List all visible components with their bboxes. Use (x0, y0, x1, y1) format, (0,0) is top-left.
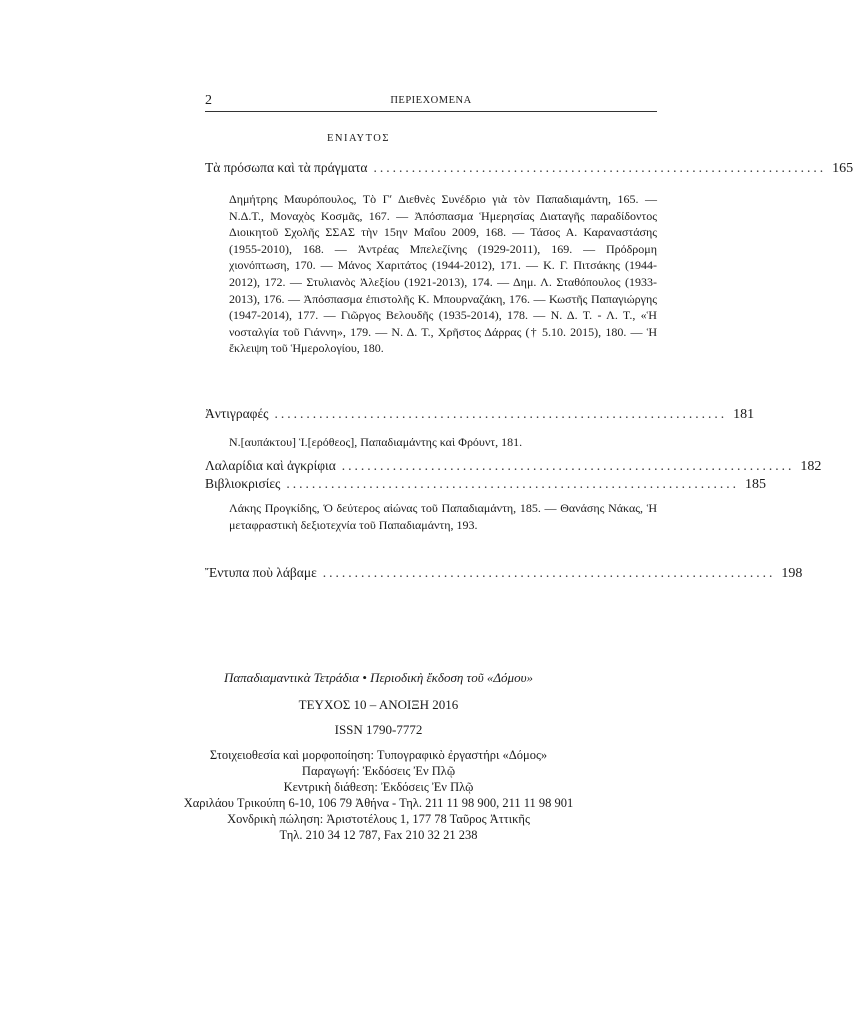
toc-entry (205, 476, 766, 492)
colophon-line: Παραγωγή: Ἐκδόσεις Ἐν Πλῷ (301, 764, 456, 778)
running-header (205, 93, 657, 112)
colophon-line: Κεντρικὴ διάθεση: Ἐκδόσεις Ἐν Πλῷ (283, 780, 474, 794)
leader-dots: ....................................................................... (286, 476, 739, 491)
toc-entry-title: Ἀντιγραφές (205, 406, 269, 421)
toc-entry-description (229, 434, 657, 451)
toc-entry-description-text: Ν.[αυπάκτου] Ἱ.[ερόθεος], Παπαδιαμάντης καὶ Φρόυντ, 181. (229, 435, 523, 449)
toc-entry-description (229, 500, 657, 533)
toc-entry (205, 406, 755, 422)
issn: ISSN 1790-7772 (334, 722, 423, 737)
page-number: 2 (205, 93, 212, 108)
colophon-line: Χονδρικὴ πώληση: Ἀριστοτέλους 1, 177 78 Ταῦρος Ἀττικῆς (227, 812, 530, 826)
toc-entry-page: 165 (832, 161, 853, 176)
toc-entry (205, 160, 853, 176)
toc-entry-page: 181 (733, 407, 755, 422)
toc-entry (205, 565, 803, 581)
toc-entry (205, 458, 822, 474)
leader-dots: ....................................................................... (341, 458, 795, 473)
toc-entry-description-text: Δημήτρης Μαυρόπουλος, Τὸ Γʹ Διεθνὲς Συνέδριο γιὰ τὸν Παπαδιαμάντη, 165. — Ν.Δ.Τ., Μοναχὸς Κοσμᾶς, 167. — Ἀπόσπασμα Ἡμερησίας Διαταγῆς παραδίδοντος Διοικητοῦ Σχολῆς ΣΣΑΣ τὴν 15ην Μαΐου 2009, 168. — Τάσος Α. Καραναστάσης (1955-2010), 168. — Ἀντρέας Μπελεζίνης (1929-2011), 169. — Πρόδρομη χιονόπτωση, 170. — Μάνος Χαριτάτος (1944-2012), 171. — Κ. Γ. Πιτσάκης (1944-2012), 172. — Στυλιανὸς Ἀλεξίου (1921-2013), 174. — Δημ. Λ. Σταθόπουλος (1933-2013), 176. — Ἀπόσπασμα ἐπιστολῆς Κ. Μπουρναζάκη, 176. — Κωστῆς Παπαγιώργης (1947-2014), 177. — Γιῶργος Βελουδῆς (1935-2014), 178. — Ν. Δ. Τ. - Λ. Τ., «Ἡ νοσταλγία τοῦ Γιάννη», 179. — Ν. Δ. Τ., Χρῆστος Δάρρας († 5.10. 2015), 180. — Ἡ ἔκλειψη τοῦ Ἡμερολογίου, 180. (229, 192, 657, 356)
toc-entry-page: 182 (800, 459, 822, 474)
toc-entry-title: Ἔντυπα ποὺ λάβαμε (205, 565, 317, 580)
leader-dots: ....................................................................... (322, 565, 776, 580)
toc-entry-title: Βιβλιοκρισίες (205, 476, 281, 491)
colophon-line: Τηλ. 210 34 12 787, Fax 210 32 21 238 (279, 828, 478, 842)
journal-title: Παπαδιαμαντικὰ Τετράδια • Περιοδικὴ ἔκδοση τοῦ «Δόμου» (223, 670, 534, 685)
colophon-line: Χαριλάου Τρικούπη 6-10, 106 79 Ἀθήνα - Τηλ. 211 11 98 900, 211 11 98 901 (183, 796, 574, 810)
section-heading: ΕΝΙΑΥΤΟΣ (327, 133, 390, 144)
toc-entry-description-text: Λάκης Προγκίδης, Ὁ δεύτερος αἰώνας τοῦ Παπαδιαμάντη, 185. — Θανάσης Νάκας, Ἡ μεταφραστικὴ δεξιοτεχνία τοῦ Παπαδιαμάντη, 193. (229, 501, 657, 532)
running-title: ΠΕΡΙΕΧΟΜΕΝΑ (390, 95, 472, 106)
issue-number: ΤΕΥΧΟΣ 10 – ΑΝΟΙΞΗ 2016 (298, 697, 459, 712)
leader-dots: ....................................................................... (274, 406, 728, 421)
leader-dots: ....................................................................... (373, 160, 827, 175)
toc-entry-description (229, 191, 657, 357)
toc-entry-page: 198 (781, 566, 803, 581)
toc-entry-page: 185 (745, 477, 766, 492)
toc-entry-title: Λαλαρίδια καὶ ἀγκρίφια (205, 458, 336, 473)
toc-entry-title: Τὰ πρόσωπα καὶ τὰ πράγματα (205, 160, 368, 175)
colophon-info (100, 747, 657, 843)
colophon-line: Στοιχειοθεσία καὶ μορφοποίηση: Τυπογραφικὸ ἐργαστήρι «Δόμος» (209, 748, 548, 762)
